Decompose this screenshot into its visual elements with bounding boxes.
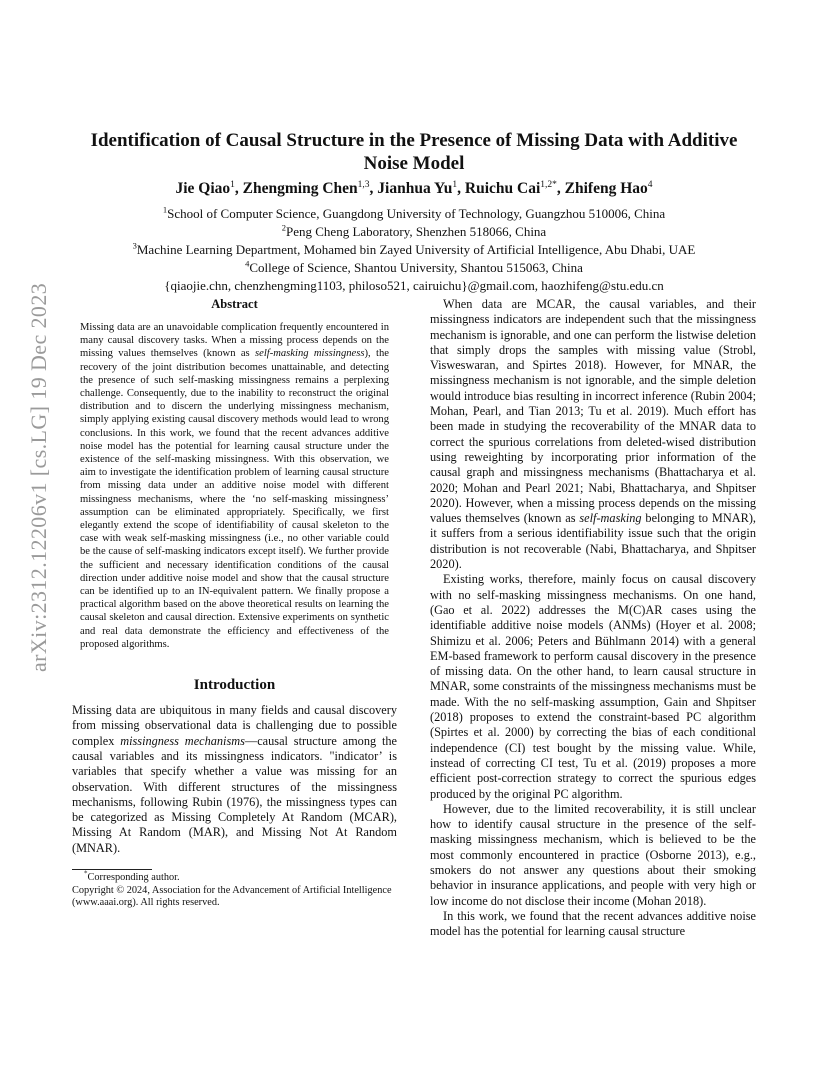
paragraph-text: Missing data are ubiquitous in many fields and causal discovery from missing observational data is challenging due to possible complex xyxy=(72,703,397,748)
affiliation-line xyxy=(70,205,758,223)
body-paragraph: In this work, we found that the recent advances additive noise model has the potential for learning causal structure xyxy=(430,908,756,939)
body-paragraph: However, due to the limited recoverability, it is still unclear how to identify causal structure in the presence of the self-masking missingness mechanism, which is believed to be the most commonly encountered in practice (Osborne 2013), e.g., smokers do not answer any questions about their smoking behavior in insurance applications, and people with very high or low income do not disclose their income (Mohan 2018). xyxy=(430,801,756,908)
left-column xyxy=(72,297,397,910)
footnote-mark: * xyxy=(84,869,88,878)
footnote-text: Corresponding author. xyxy=(87,872,180,884)
affiliation-mark: 4 xyxy=(245,258,250,269)
arxiv-identifier: arXiv:2312.12206v1 [cs.LG] 19 Dec 2023 xyxy=(26,282,51,672)
copyright-notice: Copyright © 2024, Association for the Advancement of Artificial Intelligence (www.aaai.org). All rights reserved. xyxy=(72,884,392,909)
affiliation-line xyxy=(70,223,758,241)
body-paragraph xyxy=(430,297,756,572)
introduction-paragraph xyxy=(72,703,397,856)
affiliation-line xyxy=(70,259,758,277)
paper-title: Identification of Causal Structure in the Presence of Missing Data with Additive Noise Model xyxy=(90,130,738,174)
abstract-text: Missing data are an unavoidable complication frequently encountered in many causal discovery tasks. When a missing process depends on the missing values themselves (known as xyxy=(80,322,389,360)
right-column xyxy=(430,297,756,939)
author-affil-mark: 1 xyxy=(452,179,458,190)
abstract-emphasis: self-masking missingness xyxy=(255,348,365,360)
affiliation-mark: 3 xyxy=(132,240,137,251)
affiliation-text: Machine Learning Department, Mohamed bin Zayed University of Artificial Intelligence, Abu Dhabi, UAE xyxy=(136,242,696,257)
abstract-body xyxy=(80,321,389,651)
abstract-heading: Abstract xyxy=(211,297,258,311)
body-paragraph: Existing works, therefore, mainly focus on causal discovery with no self-masking missingness mechanisms. On one hand, (Gao et al. 2022) addresses the M(C)AR cases using the identifiable additive noise models (ANMs) (Hoyer et al. 2008; Shimizu et al. 2006; Peters and Bühlmann 2014) with a general EM-based framework to perform causal discovery in the presence of missing data. On the other hand, to learn causal structure in MNAR, some constraints of the missingness mechanisms must be made. With the no self-masking assumption, Gain and Shpitser (2018) proposes to extend the constraint-based PC algorithm (Spirtes et al. 2000) by correcting the bias of each conditional independence (CI) test bought by the missing value. While, instead of correcting CI test, Tu et al. (2019) proposes a more efficient post-correction strategy to correct the spurious edges produced by the original PC algorithm. xyxy=(430,572,756,801)
author-affil-mark: 4 xyxy=(647,179,653,190)
author-name: Zhifeng Hao xyxy=(564,180,648,197)
author-name: Zhengming Chen xyxy=(242,180,358,197)
author-name: Jie Qiao xyxy=(175,180,231,197)
affiliation-text: Peng Cheng Laboratory, Shenzhen 518066, China xyxy=(286,224,547,239)
corresponding-author-footnote xyxy=(72,869,397,885)
paragraph-emphasis: missingness mechanisms xyxy=(120,733,245,748)
affiliation-mark: 2 xyxy=(281,222,287,233)
affiliation-text: School of Computer Science, Guangdong University of Technology, Guangzhou 510006, China xyxy=(167,206,666,221)
affiliation-line xyxy=(70,241,758,259)
paragraph-text: —causal structure among the causal variables and its missingness indicators. "indicator’ is variables that specify whether a value was missing for an observation. With different structures of the missingness mechanisms, following Rubin (1976), the missingness types can be categorized as Missing Completely At Random (MCAR), Missing At Random (MAR), and Missing Not At Random (MNAR). xyxy=(72,733,397,855)
paragraph-emphasis: self-masking xyxy=(579,511,642,526)
abstract-text: ), the recovery of the joint distribution becomes unattainable, and detecting the presence of such self-masking missingness remains a perplexing challenge. Consequently, due to the inability to reconstruct the original distribution and to discern the underlying missingness mechanism, simply applying existing causal discovery methods would lead to wrong conclusions. In this work, we found that the recent advances additive noise model has the potential for learning causal structure under the existence of the self-masking missingness. With this observation, we aim to investigate the identification problem of learning causal structure from missing data under an additive noise model with different missingness mechanisms, where the ‘no self-masking missingness’ assumption can be eliminated appropriately. Specifically, we first elegantly extend the scope of identifiability of causal skeleton to the case with weak self-masking missingness (i.e., no other variable could be the cause of self-masking indicators except itself). We further provide the sufficient and necessary identification conditions of the causal direction under additive noise model and show that the causal structure can be identified up to an IN-equivalent pattern. We finally propose a practical algorithm based on the above theoretical results on learning the causal skeleton and causal direction. Extensive experiments on synthetic and real data demonstrate the efficiency and effectiveness of the proposed algorithms. xyxy=(80,348,389,650)
author-affil-mark: 1,2* xyxy=(540,179,557,190)
author-name: Ruichu Cai xyxy=(464,180,541,197)
introduction-heading: Introduction xyxy=(193,677,276,694)
paragraph-text: belonging to MNAR), it suffers from a serious identifiability issue such that the origin distribution is not recoverable (Nabi, Bhattacharya, and Shpitser 2020). xyxy=(430,511,756,572)
author-emails: {qiaojie.chn, chenzhengming1103, philoso521, cairuichu}@gmail.com, haozhifeng@stu.edu.cn xyxy=(164,278,664,293)
affiliation-text: College of Science, Shantou University, Shantou 515063, China xyxy=(249,260,583,275)
author-affil-mark: 1,3 xyxy=(357,179,370,190)
affiliations xyxy=(70,205,758,295)
author-list: Jie Qiao$^1$, Zhengming Chen$^{1,3}$, Jianhua Yu$^1$, Ruichu Cai$^{1,2*}$, Zhifeng Hao$^4$ xyxy=(175,179,653,197)
author-affil-mark: 1 xyxy=(230,179,235,190)
author-name: Jianhua Yu xyxy=(377,180,453,197)
paragraph-text: When data are MCAR, the causal variables, and their missingness indicators are independent such that the missingness mechanism is ignorable, and one can perform the listwise deletion that simply drops the samples with missing value (Strobl, Visweswaran, and Spirtes 2018). However, for MNAR, the missingness mechanism is not ignorable, and the simple deletion would introduce bias resulting in incorrect inference (Rubin 2004; Mohan, Pearl, and Tian 2013; Tu et al. 2019). Much effort has been made in studying the recoverability of the MNAR data to correct the spurious correlations from deleted-wised distribution using reweighting by incorporating prior information of the causal graph and missingness mechanisms (Bhattacharya et al. 2020; Mohan and Pearl 2021; Nabi, Bhattacharya, and Shpitser 2020). However, when a missing process depends on the missing values themselves (known as xyxy=(430,297,756,526)
affiliation-mark: 1 xyxy=(162,204,168,215)
